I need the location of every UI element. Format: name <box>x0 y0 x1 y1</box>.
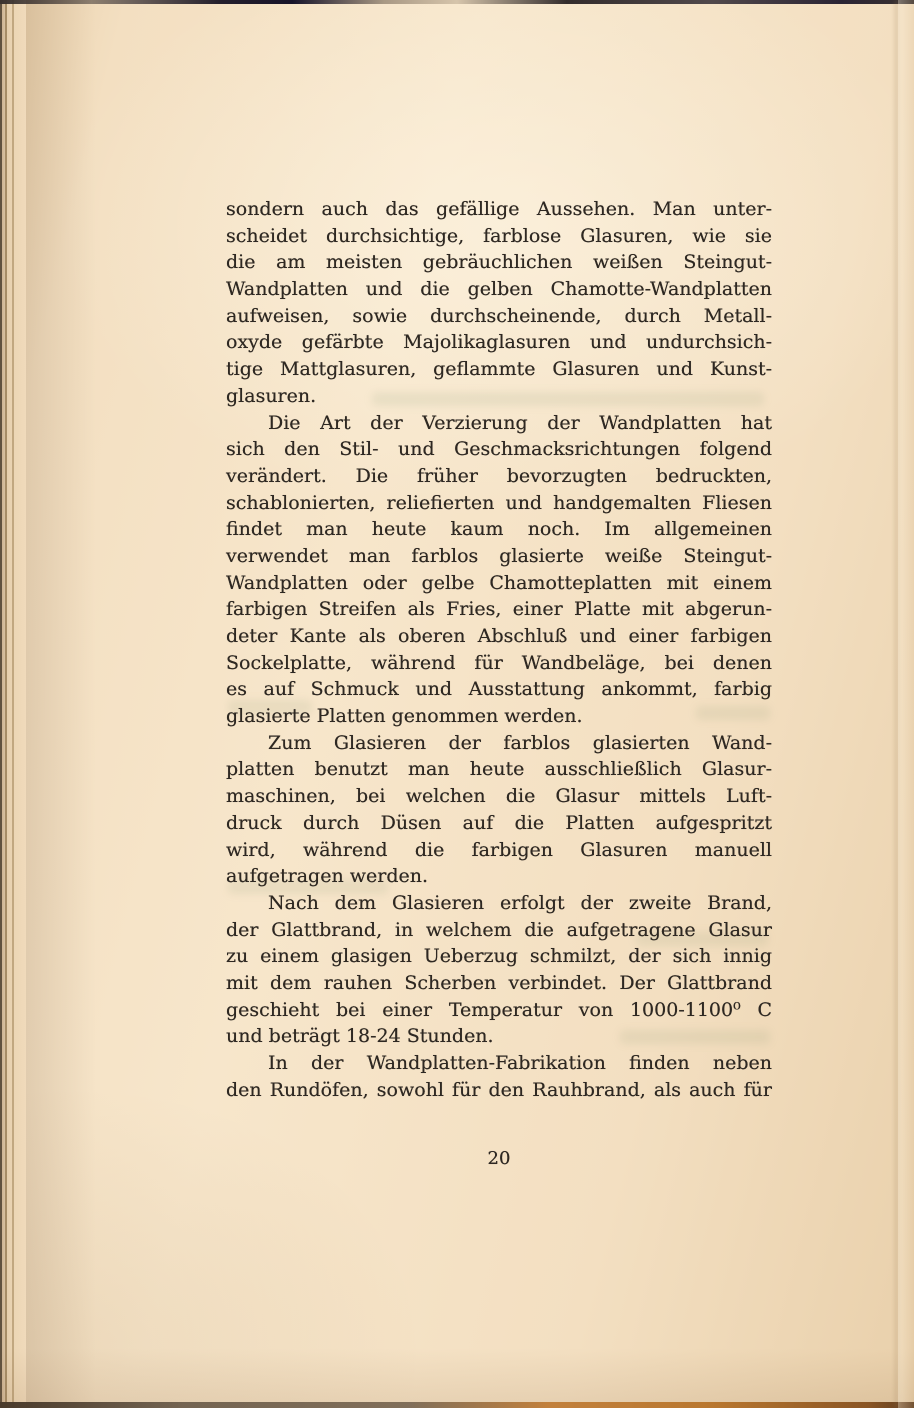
text-line: Nach dem Glasieren erfolgt der zweite Brand, <box>268 891 772 914</box>
text-line: wird, während die farbigen Glasuren manuell <box>226 838 772 861</box>
text-line: druck durch Düsen auf die Platten aufgespritzt <box>226 811 772 834</box>
text-line: schablonierten, reliefierten und handgemalten Fliesen <box>226 491 772 514</box>
text-line: sondern auch das gefällige Aussehen. Man unter- <box>226 198 772 220</box>
paragraph <box>226 196 772 410</box>
text-line: der Glattbrand, in welchem die aufgetragene Glasur <box>226 918 772 941</box>
page-number: 20 <box>487 1148 511 1169</box>
text-line: findet man heute kaum noch. Im allgemeinen <box>226 518 772 541</box>
scan-top-edge <box>0 0 914 4</box>
text-line: Zum Glasieren der farblos glasierten Wand- <box>268 731 772 754</box>
text-line: und beträgt 18-24 Stunden. <box>226 1025 494 1048</box>
text-line: aufweisen, sowie durchscheinende, durch Metall- <box>226 304 772 327</box>
text-block <box>226 196 772 1103</box>
text-line: glasuren. <box>226 384 317 407</box>
text-line: die am meisten gebräuchlichen weißen Steingut- <box>226 251 772 274</box>
text-line: oxyde gefärbte Majolikaglasuren und undurchsich- <box>226 331 772 354</box>
text-line: aufgetragen werden. <box>226 865 429 888</box>
page-curl-shadow <box>0 1348 914 1402</box>
text-line: Die Art der Verzierung der Wandplatten hat <box>268 411 772 434</box>
text-line: verändert. Die früher bevorzugten bedruckten, <box>226 464 772 487</box>
text-line: zu einem glasigen Ueberzug schmilzt, der sich innig <box>226 945 772 968</box>
text-line: Wandplatten und die gelben Chamotte-Wandplatten <box>226 278 772 301</box>
text-line: den Rundöfen, sowohl für den Rauhbrand, als auch für <box>226 1078 772 1101</box>
paragraph <box>226 890 772 1050</box>
text-line: maschinen, bei welchen die Glasur mittels Luft- <box>226 785 772 808</box>
text-line: sich den Stil- und Geschmacksrichtungen folgend <box>226 438 772 461</box>
text-line: deter Kante als oberen Abschluß und einer farbigen <box>226 625 772 647</box>
paragraph <box>226 410 772 730</box>
text-line: geschieht bei einer Temperatur von 1000-1100⁰ C <box>226 998 772 1021</box>
text-line: mit dem rauhen Scherben verbindet. Der Glattbrand <box>226 971 772 994</box>
text-line: glasierte Platten genommen werden. <box>226 705 583 728</box>
page-right-edge <box>898 0 914 1408</box>
paragraph <box>226 1050 772 1103</box>
text-line: tige Mattglasuren, geflammte Glasuren und Kunst- <box>226 358 772 381</box>
gutter-shadow <box>26 0 96 1408</box>
text-line: platten benutzt man heute ausschließlich Glasur- <box>226 758 772 781</box>
paragraph <box>226 730 772 890</box>
text-line: farbigen Streifen als Fries, einer Platte mit abgerun- <box>226 598 772 621</box>
book-gutter-page-edges <box>0 0 26 1408</box>
text-line: Wandplatten oder gelbe Chamotteplatten mit einem <box>226 571 772 594</box>
text-line: Sockelplatte, während für Wandbeläge, bei denen <box>226 651 772 674</box>
text-line: scheidet durchsichtige, farblose Glasuren, wie sie <box>226 224 772 247</box>
text-line: es auf Schmuck und Ausstattung ankommt, farbig <box>226 678 772 701</box>
text-line: In der Wandplatten-Fabrikation finden neben <box>268 1052 772 1074</box>
scan-bottom-edge <box>0 1402 914 1408</box>
text-line: verwendet man farblos glasierte weiße Steingut- <box>226 544 772 567</box>
